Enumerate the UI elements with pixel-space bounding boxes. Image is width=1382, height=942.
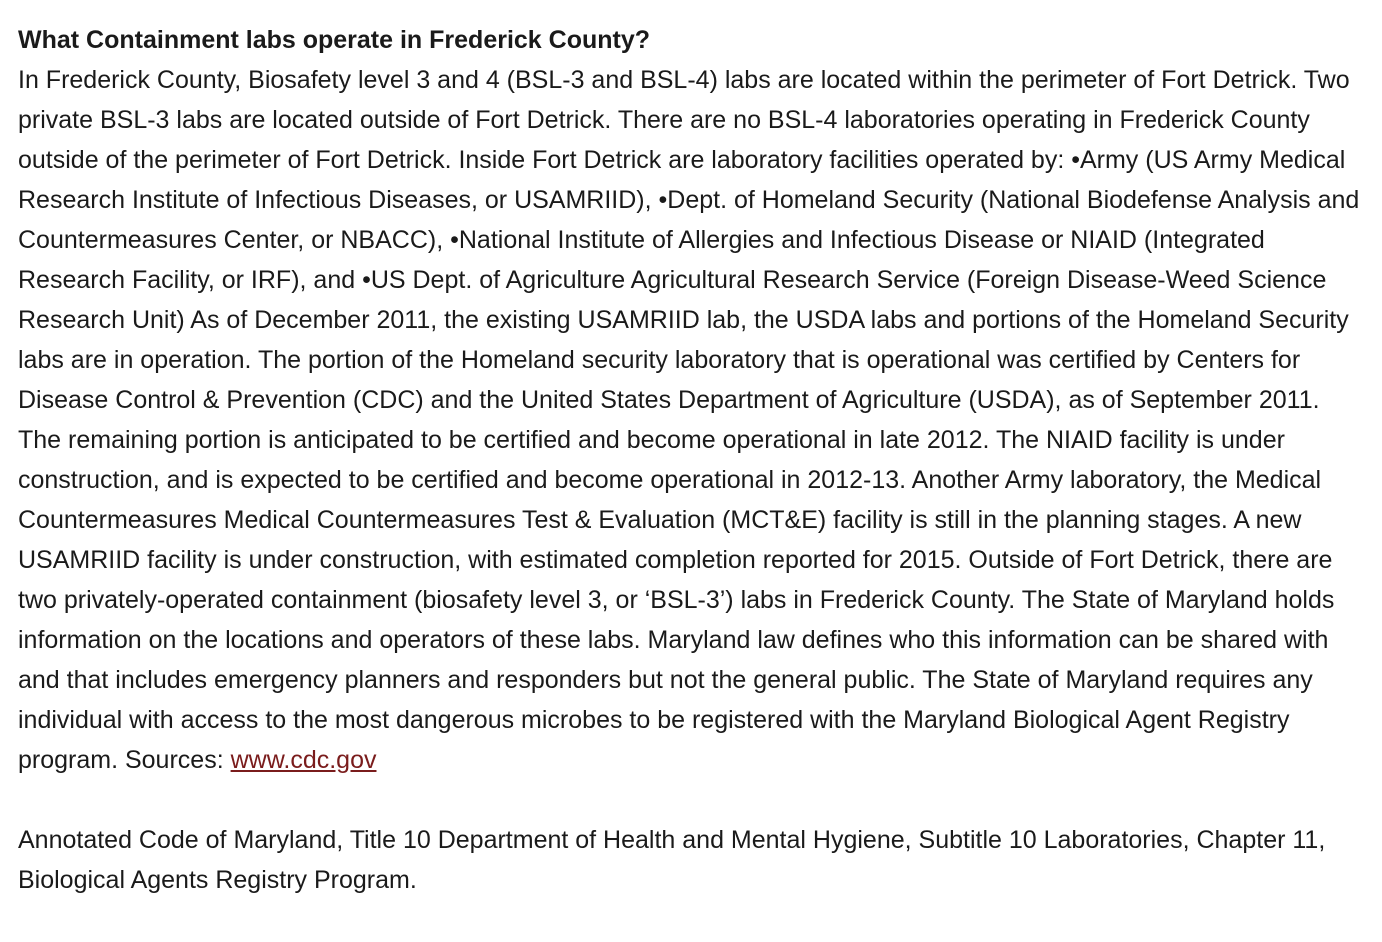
source-link-cdc[interactable]: www.cdc.gov [230,746,377,774]
faq-entry [18,20,1364,900]
faq-answer-text: In Frederick County, Biosafety level 3 and 4 (BSL-3 and BSL-4) labs are located within the perimeter of Fort Detrick. Two private BSL-3 labs are located outside of Fort Detrick. There are no BSL-4 laboratories operating in Frederick County outside of the perimeter of Fort Detrick. Inside Fort Detrick are laboratory facilities operated by: •Army (US Army Medical Research Institute of Infectious Diseases, or USAMRIID), •Dept. of Homeland Security (National Biodefense Analysis and Countermeasures Center, or NBACC), •National Institute of Allergies and Infectious Disease or NIAID (Integrated Research Facility, or IRF), and •US Dept. of Agriculture Agricultural Research Service (Foreign Disease-Weed Science Research Unit) As of December 2011, the existing USAMRIID lab, the USDA labs and portions of the Homeland Security labs are in operation. The portion of the Homeland security laboratory that is operational was certified by Centers for Disease Control & Prevention (CDC) and the United States Department of Agriculture (USDA), as of September 2011. The remaining portion is anticipated to be certified and become operational in late 2012. The NIAID facility is under construction, and is expected to be certified and become operational in 2012-13. Another Army laboratory, the Medical Countermeasures Medical Countermeasures Test & Evaluation (MCT&E) facility is still in the planning stages. A new USAMRIID facility is under construction, with estimated completion reported for 2015. Outside of Fort Detrick, there are two privately-operated containment (biosafety level 3, or ‘BSL-3’) labs in Frederick County. The State of Maryland holds information on the locations and operators of these labs. Maryland law defines who this information can be shared with and that includes emergency planners and responders but not the general public. The State of Maryland requires any individual with access to the most dangerous microbes to be registered with the Maryland Biological Agent Registry program. Sources: [18,66,1360,774]
paragraph-spacer [18,780,1364,820]
faq-question: What Containment labs operate in Frederick County? [18,26,651,54]
citation-text: Annotated Code of Maryland, Title 10 Department of Health and Mental Hygiene, Subtitle 10 Laboratories, Chapter 11, Biological Agents Registry Program. [18,826,1326,894]
faq-answer [18,60,1364,780]
